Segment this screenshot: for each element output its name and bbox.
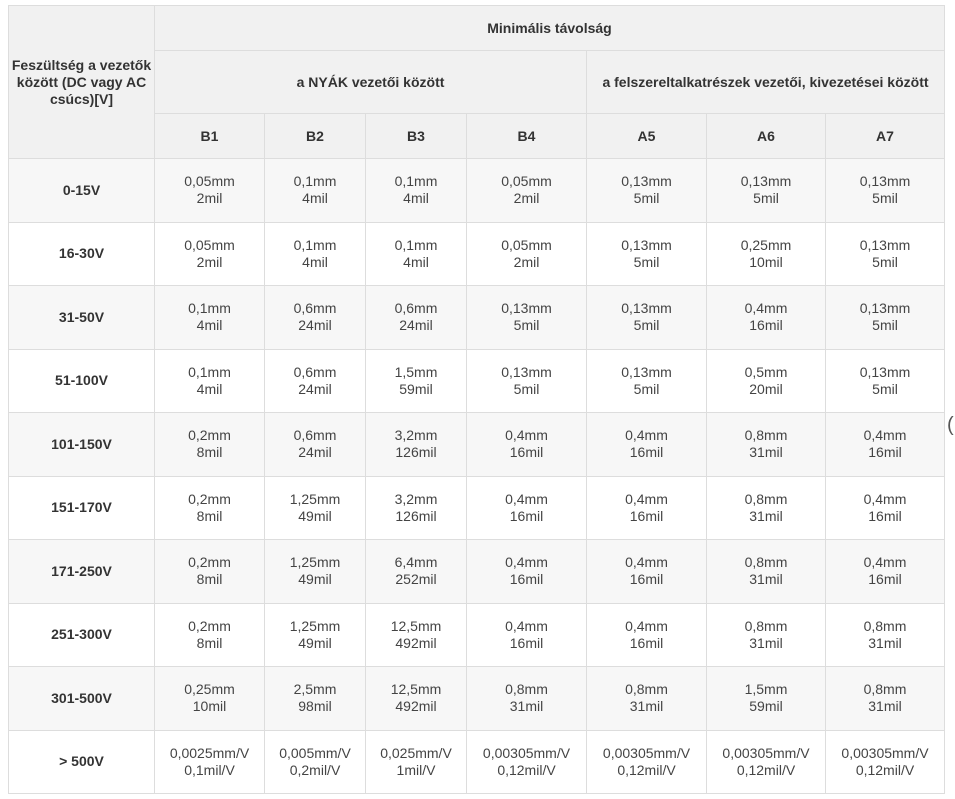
- distance-metric: 0,4mm: [625, 554, 668, 571]
- table-row: [9, 667, 945, 731]
- distance-imperial: 49mil: [298, 571, 332, 588]
- distance-metric: 0,4mm: [863, 490, 907, 507]
- distance-cell: [467, 159, 587, 223]
- distance-cell: [265, 603, 366, 667]
- distance-metric: 0,005mm/V: [279, 744, 351, 761]
- distance-imperial: 59mil: [749, 698, 783, 715]
- distance-imperial: 1mil/V: [396, 761, 436, 778]
- distance-cell: [467, 222, 587, 286]
- distance-cell: [265, 413, 366, 477]
- distance-cell: [587, 667, 707, 731]
- distance-imperial: 16mil: [509, 444, 544, 461]
- distance-metric: 0,13mm: [859, 300, 911, 317]
- distance-metric: 0,00305mm/V: [482, 744, 571, 761]
- distance-metric: 0,4mm: [505, 554, 548, 571]
- distance-cell: [826, 222, 945, 286]
- distance-cell: [265, 222, 366, 286]
- column-header-b1: B1: [155, 114, 265, 159]
- distance-imperial: 16mil: [509, 571, 544, 588]
- distance-cell: [265, 540, 366, 604]
- distance-imperial: 126mil: [395, 507, 437, 524]
- table-row: [9, 540, 945, 604]
- distance-cell: [366, 286, 467, 350]
- distance-imperial: 4mil: [302, 190, 328, 207]
- distance-cell: [826, 349, 945, 413]
- column-header-a7: A7: [826, 114, 945, 159]
- distance-metric: 0,6mm: [293, 427, 337, 444]
- distance-metric: 0,1mm: [394, 236, 438, 253]
- clipped-edge-glyph: (: [947, 414, 954, 436]
- distance-imperial: 16mil: [509, 634, 544, 651]
- voltage-range-cell: 51-100V: [9, 349, 155, 413]
- distance-imperial: 126mil: [395, 444, 437, 461]
- distance-metric: 1,25mm: [289, 554, 341, 571]
- table-row: [9, 349, 945, 413]
- distance-imperial: 0,12mil/V: [497, 761, 556, 778]
- distance-imperial: 8mil: [196, 571, 223, 588]
- table-row: [9, 159, 945, 223]
- distance-cell: [155, 476, 265, 540]
- distance-cell: [587, 413, 707, 477]
- distance-metric: 0,6mm: [394, 300, 438, 317]
- distance-imperial: 2mil: [196, 190, 223, 207]
- distance-cell: [587, 349, 707, 413]
- distance-metric: 0,05mm: [184, 236, 235, 253]
- distance-cell: [587, 222, 707, 286]
- distance-cell: [587, 476, 707, 540]
- distance-metric: 0,05mm: [184, 173, 235, 190]
- voltage-range-cell: 171-250V: [9, 540, 155, 604]
- distance-metric: 0,8mm: [625, 681, 668, 698]
- distance-metric: 0,13mm: [859, 236, 911, 253]
- distance-imperial: 31mil: [868, 698, 902, 715]
- distance-metric: 0,00305mm/V: [722, 744, 810, 761]
- distance-metric: 0,8mm: [744, 427, 788, 444]
- distance-imperial: 31mil: [749, 507, 783, 524]
- distance-metric: 0,8mm: [863, 681, 907, 698]
- distance-imperial: 10mil: [192, 698, 227, 715]
- distance-cell: [265, 730, 366, 794]
- distance-imperial: 492mil: [395, 698, 437, 715]
- table-row: [9, 222, 945, 286]
- distance-cell: [587, 540, 707, 604]
- distance-cell: [707, 159, 826, 223]
- distance-metric: 0,2mm: [188, 617, 231, 634]
- distance-metric: 0,4mm: [863, 554, 907, 571]
- distance-metric: 0,4mm: [505, 617, 548, 634]
- distance-metric: 0,13mm: [859, 363, 911, 380]
- distance-cell: [467, 349, 587, 413]
- group-pcb-header: a NYÁK vezetői között: [155, 51, 587, 114]
- distance-metric: 0,8mm: [863, 617, 907, 634]
- distance-cell: [366, 413, 467, 477]
- distance-metric: 0,13mm: [501, 300, 552, 317]
- distance-metric: 0,05mm: [501, 236, 552, 253]
- distance-imperial: 5mil: [633, 380, 660, 397]
- distance-metric: 0,2mm: [188, 427, 231, 444]
- table-row: [9, 603, 945, 667]
- distance-cell: [366, 730, 467, 794]
- distance-metric: 0,4mm: [505, 427, 548, 444]
- distance-cell: [265, 667, 366, 731]
- distance-metric: 0,13mm: [859, 173, 911, 190]
- distance-imperial: 16mil: [629, 507, 664, 524]
- column-header-a5: A5: [587, 114, 707, 159]
- distance-cell: [707, 730, 826, 794]
- distance-imperial: 2mil: [513, 190, 540, 207]
- distance-metric: 0,13mm: [621, 173, 672, 190]
- distance-cell: [826, 413, 945, 477]
- distance-cell: [155, 159, 265, 223]
- distance-metric: 0,13mm: [621, 363, 672, 380]
- distance-metric: 0,4mm: [863, 427, 907, 444]
- distance-cell: [467, 413, 587, 477]
- distance-imperial: 5mil: [513, 317, 540, 334]
- distance-imperial: 5mil: [872, 253, 898, 270]
- distance-imperial: 5mil: [633, 190, 660, 207]
- distance-metric: 0,8mm: [744, 490, 788, 507]
- distance-cell: [826, 159, 945, 223]
- distance-cell: [366, 603, 467, 667]
- distance-metric: 0,2mm: [188, 554, 231, 571]
- distance-cell: [155, 603, 265, 667]
- distance-imperial: 16mil: [868, 507, 902, 524]
- distance-metric: 0,5mm: [744, 363, 788, 380]
- distance-metric: 0,4mm: [625, 617, 668, 634]
- distance-imperial: 8mil: [196, 634, 223, 651]
- distance-imperial: 5mil: [872, 380, 898, 397]
- distance-metric: 1,5mm: [744, 681, 788, 698]
- distance-imperial: 0,12mil/V: [617, 761, 676, 778]
- distance-imperial: 5mil: [633, 317, 660, 334]
- distance-metric: 0,1mm: [188, 300, 231, 317]
- distance-cell: [707, 476, 826, 540]
- distance-cell: [265, 349, 366, 413]
- distance-metric: 0,6mm: [293, 300, 337, 317]
- distance-metric: 0,00305mm/V: [602, 744, 691, 761]
- voltage-range-cell: 301-500V: [9, 667, 155, 731]
- distance-cell: [467, 730, 587, 794]
- voltage-range-cell: 101-150V: [9, 413, 155, 477]
- distance-imperial: 10mil: [749, 253, 783, 270]
- table-row: [9, 413, 945, 477]
- distance-imperial: 5mil: [872, 190, 898, 207]
- distance-metric: 12,5mm: [390, 681, 442, 698]
- distance-cell: [826, 540, 945, 604]
- distance-metric: 0,1mm: [188, 363, 231, 380]
- distance-cell: [155, 286, 265, 350]
- distance-imperial: 5mil: [753, 190, 779, 207]
- distance-metric: 0,2mm: [188, 490, 231, 507]
- distance-cell: [707, 540, 826, 604]
- distance-cell: [826, 476, 945, 540]
- distance-imperial: 5mil: [633, 253, 660, 270]
- distance-cell: [155, 413, 265, 477]
- distance-metric: 0,00305mm/V: [841, 744, 929, 761]
- distance-metric: 0,1mm: [394, 173, 438, 190]
- table-row: [9, 730, 945, 794]
- voltage-range-cell: 31-50V: [9, 286, 155, 350]
- distance-cell: [155, 349, 265, 413]
- distance-imperial: 0,1mil/V: [184, 761, 235, 778]
- distance-cell: [587, 603, 707, 667]
- distance-metric: 0,25mm: [184, 681, 235, 698]
- distance-imperial: 16mil: [868, 571, 902, 588]
- distance-imperial: 16mil: [629, 634, 664, 651]
- distance-metric: 0,4mm: [625, 427, 668, 444]
- distance-cell: [587, 286, 707, 350]
- distance-imperial: 24mil: [298, 317, 332, 334]
- distance-imperial: 4mil: [196, 380, 223, 397]
- distance-imperial: 0,2mil/V: [289, 761, 341, 778]
- distance-cell: [707, 222, 826, 286]
- distance-cell: [366, 540, 467, 604]
- distance-cell: [826, 667, 945, 731]
- distance-imperial: 5mil: [872, 317, 898, 334]
- distance-imperial: 4mil: [403, 253, 429, 270]
- distance-metric: 1,25mm: [289, 490, 341, 507]
- distance-imperial: 59mil: [399, 380, 433, 397]
- distance-imperial: 0,12mil/V: [736, 761, 796, 778]
- distance-metric: 3,2mm: [394, 427, 438, 444]
- distance-metric: 0,0025mm/V: [169, 744, 250, 761]
- voltage-range-cell: > 500V: [9, 730, 155, 794]
- distance-metric: 0,1mm: [293, 173, 337, 190]
- distance-cell: [155, 222, 265, 286]
- distance-imperial: 252mil: [395, 571, 437, 588]
- distance-cell: [707, 603, 826, 667]
- distance-metric: 0,13mm: [621, 236, 672, 253]
- distance-cell: [587, 159, 707, 223]
- distance-imperial: 8mil: [196, 444, 223, 461]
- distance-cell: [366, 222, 467, 286]
- distance-imperial: 31mil: [749, 634, 783, 651]
- distance-imperial: 31mil: [868, 634, 902, 651]
- distance-cell: [587, 730, 707, 794]
- distance-imperial: 4mil: [196, 317, 223, 334]
- distance-metric: 0,6mm: [293, 363, 337, 380]
- distance-imperial: 20mil: [749, 380, 783, 397]
- voltage-range-cell: 151-170V: [9, 476, 155, 540]
- distance-cell: [366, 159, 467, 223]
- distance-imperial: 8mil: [196, 507, 223, 524]
- distance-imperial: 16mil: [868, 444, 902, 461]
- distance-imperial: 49mil: [298, 634, 332, 651]
- distance-imperial: 4mil: [403, 190, 429, 207]
- distance-cell: [265, 159, 366, 223]
- voltage-range-cell: 251-300V: [9, 603, 155, 667]
- distance-metric: 0,13mm: [501, 363, 552, 380]
- table-row: [9, 476, 945, 540]
- distance-cell: [467, 540, 587, 604]
- distance-cell: [155, 540, 265, 604]
- column-header-b3: B3: [366, 114, 467, 159]
- distance-metric: 12,5mm: [390, 617, 442, 634]
- distance-imperial: 5mil: [513, 380, 540, 397]
- distance-imperial: 492mil: [395, 634, 437, 651]
- distance-metric: 0,4mm: [744, 300, 788, 317]
- distance-imperial: 2mil: [513, 253, 540, 270]
- distance-cell: [366, 667, 467, 731]
- distance-imperial: 98mil: [298, 698, 332, 715]
- distance-metric: 1,25mm: [289, 617, 341, 634]
- distance-imperial: 31mil: [509, 698, 544, 715]
- table-row: [9, 286, 945, 350]
- distance-metric: 0,4mm: [505, 490, 548, 507]
- distance-cell: [265, 286, 366, 350]
- distance-cell: [366, 476, 467, 540]
- distance-metric: 0,13mm: [740, 173, 792, 190]
- distance-cell: [467, 667, 587, 731]
- distance-imperial: 24mil: [399, 317, 433, 334]
- distance-imperial: 16mil: [749, 317, 783, 334]
- distance-cell: [467, 476, 587, 540]
- distance-metric: 3,2mm: [394, 490, 438, 507]
- voltage-header: Feszültség a vezetők között (DC vagy AC csúcs)[V]: [9, 6, 155, 159]
- distance-cell: [155, 730, 265, 794]
- distance-metric: 0,8mm: [744, 554, 788, 571]
- distance-cell: [265, 476, 366, 540]
- distance-imperial: 24mil: [298, 444, 332, 461]
- distance-metric: 0,05mm: [501, 173, 552, 190]
- distance-metric: 0,25mm: [740, 236, 792, 253]
- distance-imperial: 49mil: [298, 507, 332, 524]
- distance-imperial: 24mil: [298, 380, 332, 397]
- distance-metric: 0,1mm: [293, 236, 337, 253]
- distance-cell: [826, 730, 945, 794]
- distance-metric: 0,8mm: [505, 681, 548, 698]
- distance-cell: [707, 667, 826, 731]
- distance-imperial: 16mil: [629, 571, 664, 588]
- group-components-header: a felszereltalkatrészek vezetői, kivezetései között: [587, 51, 945, 114]
- distance-metric: 0,13mm: [621, 300, 672, 317]
- column-header-b4: B4: [467, 114, 587, 159]
- clearance-table: [8, 5, 945, 794]
- distance-metric: 1,5mm: [394, 363, 438, 380]
- distance-cell: [366, 349, 467, 413]
- distance-imperial: 31mil: [629, 698, 664, 715]
- distance-cell: [707, 413, 826, 477]
- distance-metric: 6,4mm: [394, 554, 438, 571]
- distance-cell: [467, 286, 587, 350]
- distance-metric: 0,025mm/V: [380, 744, 452, 761]
- distance-imperial: 31mil: [749, 571, 783, 588]
- distance-metric: 0,8mm: [744, 617, 788, 634]
- distance-cell: [826, 286, 945, 350]
- voltage-range-cell: 16-30V: [9, 222, 155, 286]
- column-header-b2: B2: [265, 114, 366, 159]
- column-header-a6: A6: [707, 114, 826, 159]
- distance-imperial: 16mil: [629, 444, 664, 461]
- distance-metric: 2,5mm: [293, 681, 337, 698]
- distance-imperial: 4mil: [302, 253, 328, 270]
- voltage-range-cell: 0-15V: [9, 159, 155, 223]
- distance-metric: 0,4mm: [625, 490, 668, 507]
- distance-imperial: 2mil: [196, 253, 223, 270]
- distance-cell: [707, 349, 826, 413]
- distance-cell: [155, 667, 265, 731]
- distance-cell: [707, 286, 826, 350]
- distance-imperial: 0,12mil/V: [855, 761, 915, 778]
- distance-cell: [467, 603, 587, 667]
- min-distance-header: Minimális távolság: [155, 6, 945, 51]
- distance-cell: [826, 603, 945, 667]
- distance-imperial: 31mil: [749, 444, 783, 461]
- distance-imperial: 16mil: [509, 507, 544, 524]
